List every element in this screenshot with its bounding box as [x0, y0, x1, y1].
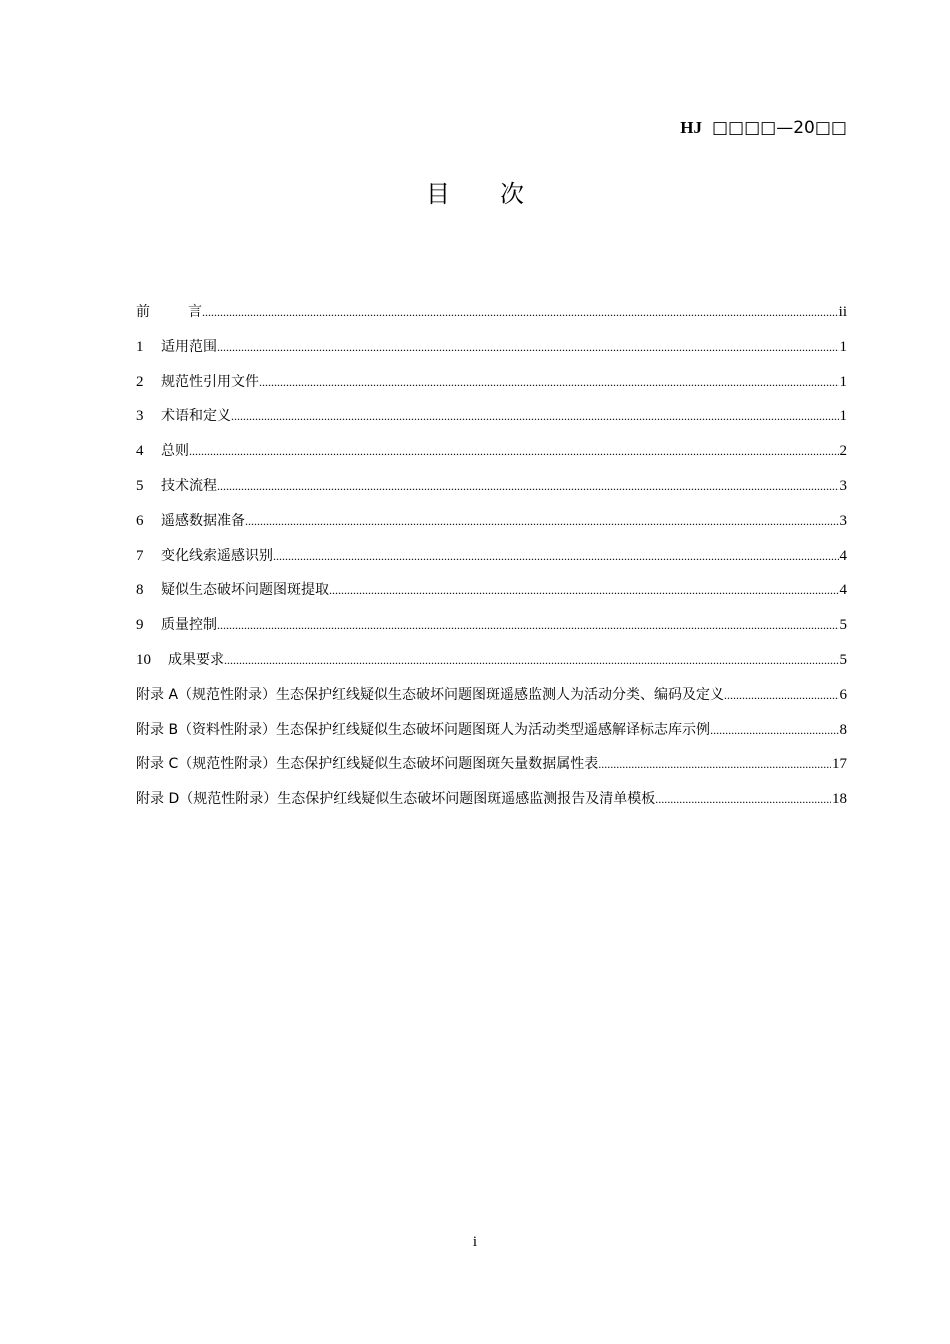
- toc-leader-dots: [189, 439, 839, 463]
- toc-entry-number: 2: [136, 373, 144, 390]
- toc-entry-10[interactable]: [136, 648, 847, 683]
- toc-entry-6[interactable]: [136, 509, 847, 544]
- toc-leader-dots: [202, 300, 838, 324]
- toc-entry-4[interactable]: [136, 439, 847, 474]
- toc-leader-dots: [245, 509, 839, 533]
- table-of-contents: [136, 300, 847, 822]
- toc-entry-3[interactable]: [136, 404, 847, 439]
- toc-entry-page: 5: [839, 651, 847, 668]
- standard-prefix: HJ: [680, 118, 702, 137]
- toc-entry-page: 8: [839, 721, 847, 738]
- toc-leader-dots: [231, 404, 839, 428]
- toc-entry-number: 10: [136, 651, 151, 668]
- toc-entry-8[interactable]: [136, 578, 847, 613]
- toc-leader-dots: [217, 474, 839, 498]
- toc-entry-number: 7: [136, 547, 144, 564]
- toc-entry-label: 4 总则: [136, 439, 189, 463]
- toc-entry-page: 2: [839, 443, 847, 460]
- toc-entry-page: 17: [832, 756, 847, 773]
- toc-entry-appendix-d[interactable]: [136, 787, 847, 822]
- standard-code: [680, 118, 847, 138]
- toc-entry-page: 3: [839, 512, 847, 529]
- toc-entry-number: 8: [136, 582, 144, 599]
- toc-entry-appendix-a[interactable]: [136, 683, 847, 718]
- toc-entry-appendix-c[interactable]: [136, 752, 847, 787]
- toc-entry-label: 2 规范性引用文件: [136, 370, 259, 394]
- toc-entry-label: 1 适用范围: [136, 335, 217, 359]
- toc-leader-dots: [710, 718, 838, 742]
- standard-number: □□□□—20□□: [711, 118, 847, 138]
- toc-entry-label: 9 质量控制: [136, 613, 217, 637]
- toc-entry-label: 10 成果要求: [136, 648, 224, 672]
- toc-entry-label: 附录 A（规范性附录）生态保护红线疑似生态破坏问题图斑遥感监测人为活动分类、编码及定义: [136, 686, 725, 703]
- toc-entry-label: 3 术语和定义: [136, 404, 231, 428]
- toc-entry-page: ii: [838, 304, 847, 320]
- toc-leader-dots: [259, 370, 839, 394]
- toc-entry-foreword[interactable]: [136, 300, 847, 335]
- toc-entry-label: 附录 B（资料性附录）生态保护红线疑似生态破坏问题图斑人为活动类型遥感解译标志库示例: [136, 721, 711, 738]
- page-title: [0, 174, 950, 209]
- toc-entry-page: 5: [839, 617, 847, 634]
- title-char-1: 目: [426, 180, 450, 208]
- toc-leader-dots: [224, 648, 839, 672]
- toc-entry-appendix-b[interactable]: [136, 718, 847, 753]
- toc-entry-page: 1: [839, 408, 847, 425]
- toc-leader-dots: [598, 752, 831, 776]
- toc-entry-number: 9: [136, 617, 144, 634]
- toc-leader-dots: [655, 787, 831, 811]
- toc-entry-label: 8 疑似生态破坏问题图斑提取: [136, 578, 329, 602]
- page-number: i: [472, 1234, 478, 1250]
- toc-leader-dots: [273, 544, 839, 568]
- toc-entry-label: 前 言: [136, 304, 202, 320]
- toc-entry-number: 6: [136, 512, 144, 529]
- toc-entry-2[interactable]: [136, 370, 847, 405]
- toc-entry-page: 1: [839, 338, 847, 355]
- toc-entry-page: 4: [839, 582, 847, 599]
- toc-entry-7[interactable]: [136, 544, 847, 579]
- toc-entry-label: 5 技术流程: [136, 474, 217, 498]
- toc-entry-page: 3: [839, 477, 847, 494]
- toc-entry-label: 7 变化线索遥感识别: [136, 544, 273, 568]
- title-char-2: 次: [500, 180, 524, 208]
- toc-entry-number: 1: [136, 338, 144, 355]
- toc-entry-page: 6: [839, 686, 847, 703]
- toc-entry-page: 1: [839, 373, 847, 390]
- toc-entry-9[interactable]: [136, 613, 847, 648]
- toc-entry-number: 4: [136, 443, 144, 460]
- toc-entry-label: 6 遥感数据准备: [136, 509, 245, 533]
- toc-entry-1[interactable]: [136, 335, 847, 370]
- toc-entry-5[interactable]: [136, 474, 847, 509]
- toc-leader-dots: [217, 335, 839, 359]
- toc-entry-label: 附录 D（规范性附录）生态保护红线疑似生态破坏问题图斑遥感监测报告及清单模板: [136, 791, 656, 808]
- toc-entry-number: 3: [136, 408, 144, 425]
- toc-leader-dots: [217, 613, 839, 637]
- toc-entry-page: 4: [839, 547, 847, 564]
- toc-leader-dots: [724, 683, 838, 707]
- toc-entry-number: 5: [136, 477, 144, 494]
- toc-entry-label: 附录 C（规范性附录）生态保护红线疑似生态破坏问题图斑矢量数据属性表: [136, 756, 599, 773]
- toc-entry-page: 18: [832, 791, 847, 808]
- toc-leader-dots: [329, 578, 839, 602]
